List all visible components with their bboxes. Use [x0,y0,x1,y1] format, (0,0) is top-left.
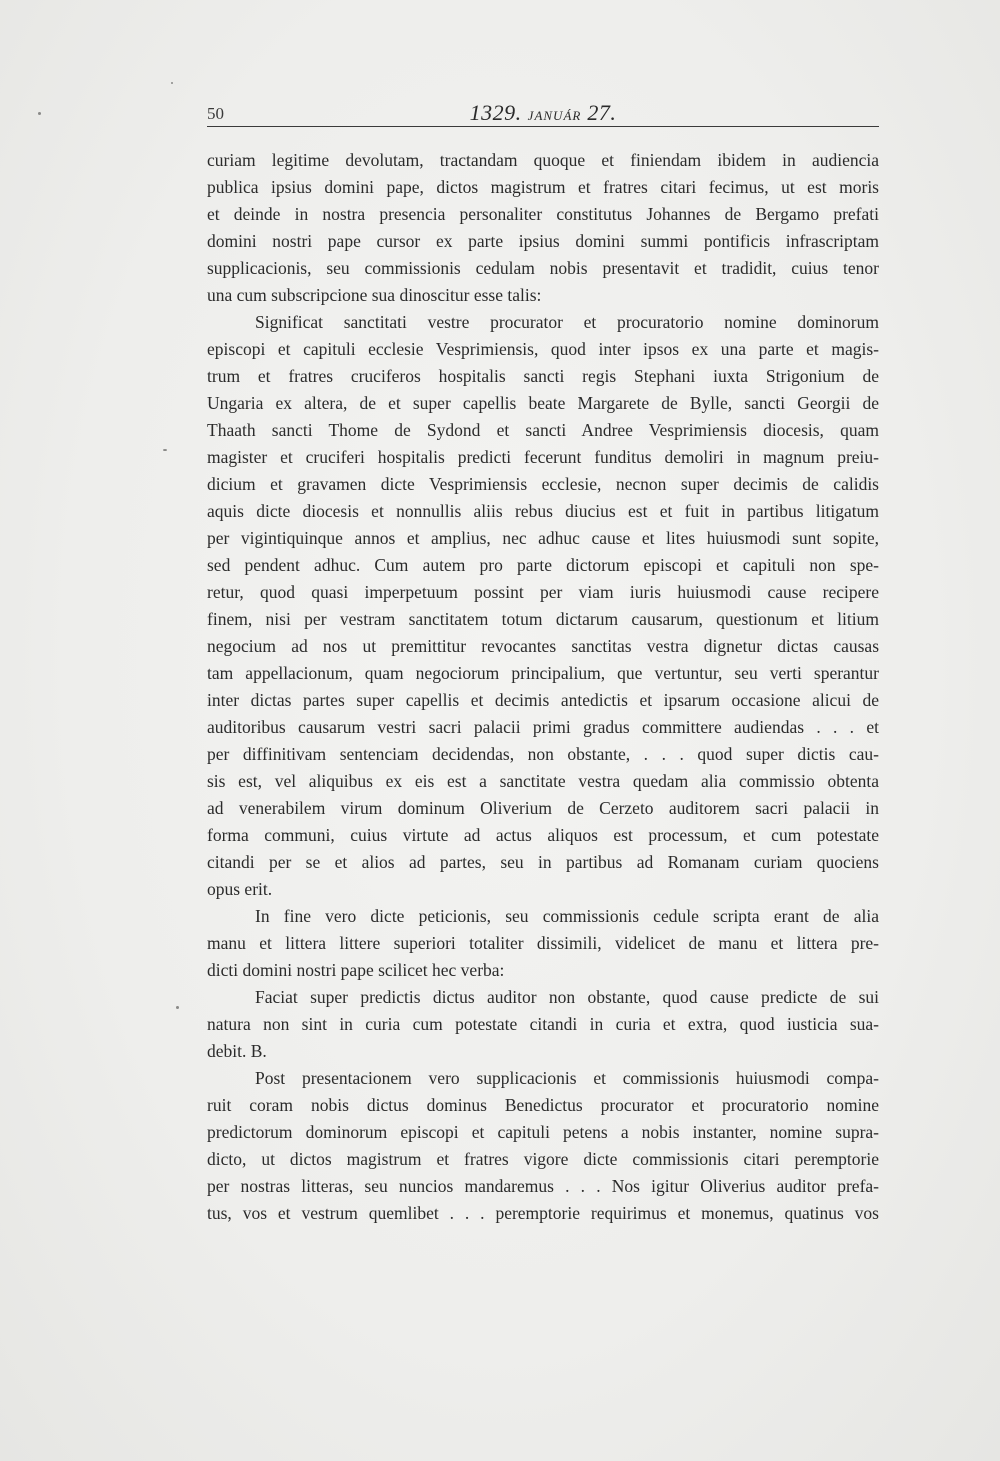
page-number: 50 [207,104,224,123]
text-line: finem, nisi per vestram sanctitatem totum dictarum causarum, questionum et litium [207,609,879,629]
text-line: dicti domini nostri pape scilicet hec verba: [207,960,505,980]
text-line: negocium ad nos ut premittitur revocantes sanctitas vestra dignetur dictas causas [207,636,879,656]
text-line: tam appellacionum, quam negociorum principalium, que vertuntur, seu verti sperantur [207,663,879,683]
text-line: dicium et gravamen dicte Vesprimiensis ecclesie, necnon super decimis de calidis [207,474,879,494]
text-line: domini nostri pape cursor ex parte ipsius domini summi pontificis infrascriptam [207,231,879,251]
text-line: manu et littera littere superiori totaliter dissimili, videlicet de manu et littera pre- [207,933,879,953]
paper-speck [38,112,41,115]
text-line: tus, vos et vestrum quemlibet . . . peremptorie requirimus et monemus, quatinus vos [207,1203,879,1223]
text-line: supplicacionis, seu commissionis cedulam nobis presentavit et tradidit, cuius tenor [207,258,879,278]
text-line: per vigintiquinque annos et amplius, nec adhuc cause et lites huiusmodi sunt sopite, [207,528,879,548]
text-line: retur, quod quasi imperpetuum possint per viam iuris huiusmodi cause recipere [207,582,879,602]
text-line: opus erit. [207,879,273,899]
paper-speck [176,1006,179,1009]
text-line: trum et fratres cruciferos hospitalis sancti regis Stephani iuxta Strigonium de [207,366,879,386]
text-line: aquis dicte diocesis et nonnullis aliis rebus diucius est et fuit in partibus litigatum [207,501,879,521]
page-header [207,98,879,128]
running-head [207,100,879,126]
text-line: Post presentacionem vero supplicacionis et commissionis huiusmodi compa- [255,1068,879,1088]
text-line: ad venerabilem virum dominum Oliverium de Cerzeto auditorem sacri palacii in [207,798,879,818]
text-line: ruit coram nobis dictus dominus Benedictus procurator et procuratorio nomine [207,1095,879,1115]
body-text [207,147,879,1227]
text-line: dicto, ut dictos magistrum et fratres vigore dicte commissionis citari peremptorie [207,1149,879,1169]
text-line: debit. B. [207,1041,267,1061]
text-line: predictorum dominorum episcopi et capituli petens a nobis instanter, nomine supra- [207,1122,879,1142]
text-line: citandi per se et alios ad partes, seu in partibus ad Romanam curiam quociens [207,852,879,872]
text-line: publica ipsius domini pape, dictos magistrum et fratres citari fecimus, ut est moris [207,177,879,197]
text-line: In fine vero dicte peticionis, seu commissionis cedule scripta erant de alia [255,906,879,926]
paper-speck [171,82,173,84]
text-line: episcopi et capituli ecclesie Vesprimiensis, quod inter ipsos ex una parte et magis- [207,339,879,359]
text-line: Thaath sancti Thome de Sydond et sancti Andree Vesprimiensis diocesis, quam [207,420,879,440]
text-line: sed pendent adhuc. Cum autem pro parte dictorum episcopi et capituli non spe- [207,555,879,575]
text-line: per nostras litteras, seu nuncios mandaremus . . . Nos igitur Oliverius auditor prefa- [207,1176,879,1196]
text-line: auditoribus causarum vestri sacri palacii primi gradus committere audiendas . . . et [207,717,879,737]
text-line: Faciat super predictis dictus auditor non obstante, quod cause predicte de sui [255,987,879,1007]
running-head-month: JANUÁR [527,108,582,123]
text-line: Ungaria ex altera, de et super capellis beate Margarete de Bylle, sancti Georgii de [207,393,879,413]
text-line: magister et cruciferi hospitalis predicti fecerunt funditus demoliri in magnum preiu- [207,447,879,467]
text-line: inter dictas partes super capellis et decimis antedictis et ipsarum occasione alicui de [207,690,879,710]
header-rule [207,126,879,127]
running-head-day: 27. [587,100,617,125]
text-line: et deinde in nostra presencia personaliter constitutus Johannes de Bergamo prefati [207,204,879,224]
text-line: forma communi, cuius virtute ad actus aliquos est processum, et cum potestate [207,825,879,845]
paper-speck [163,449,167,451]
text-line: natura non sint in curia cum potestate citandi in curia et extra, quod iusticia sua- [207,1014,879,1034]
running-head-year: 1329. [469,100,522,125]
text-line: Significat sanctitati vestre procurator et procuratorio nomine dominorum [255,312,879,332]
text-line: una cum subscripcione sua dinoscitur esse talis: [207,285,542,305]
text-line: curiam legitime devolutam, tractandam quoque et finiendam ibidem in audiencia [207,150,879,170]
text-line: per diffinitivam sentenciam decidendas, non obstante, . . . quod super dictis cau- [207,744,879,764]
text-line: sis est, vel aliquibus ex eis est a sanctitate vestra quedam alia commissio obtenta [207,771,879,791]
